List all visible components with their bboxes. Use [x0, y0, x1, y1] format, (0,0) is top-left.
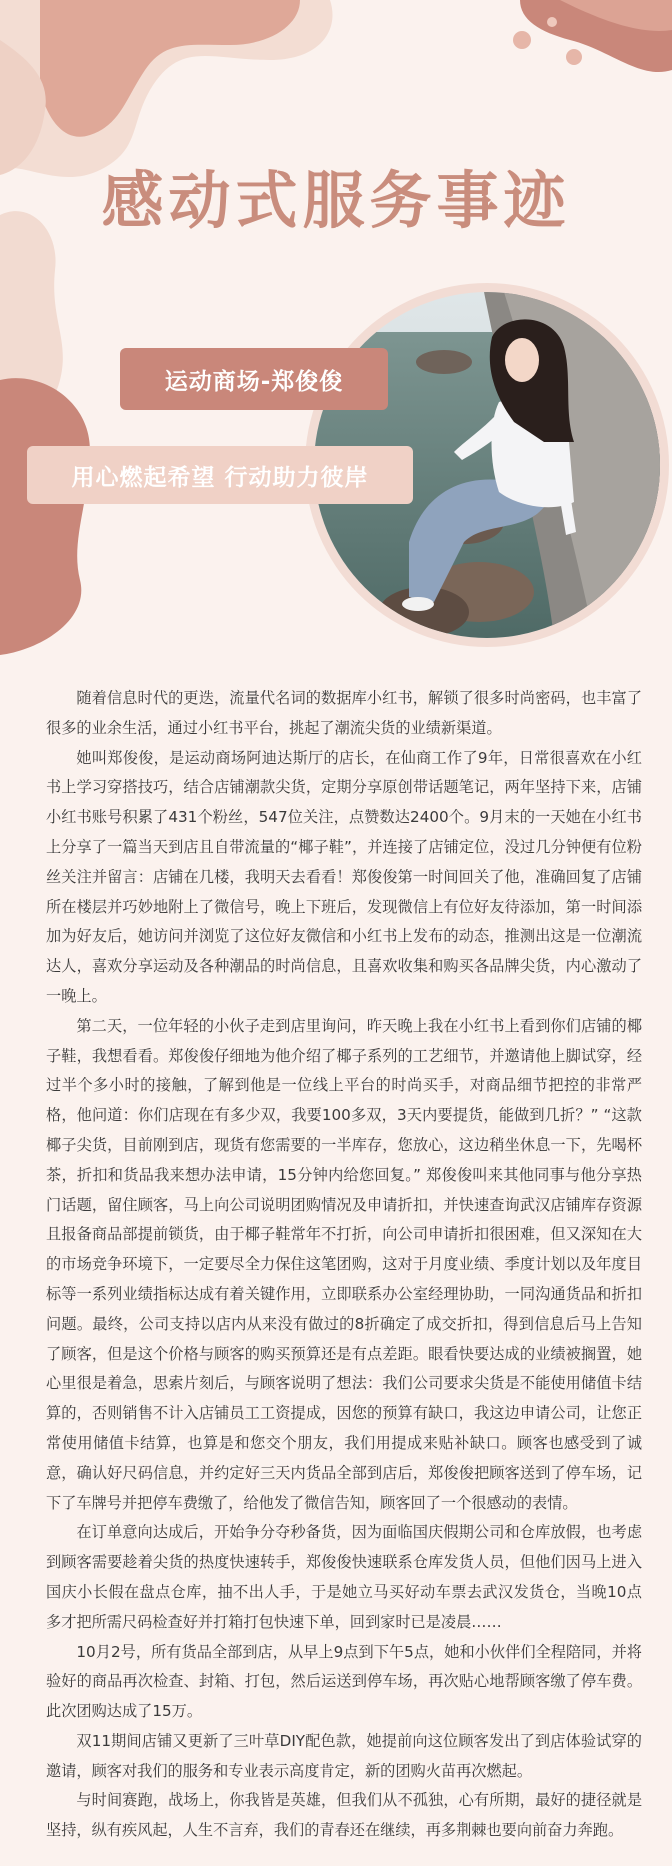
paragraph: 她叫郑俊俊，是运动商场阿迪达斯厅的店长，在仙商工作了9年，日常很喜欢在小红书上学习穿搭技巧，结合店铺潮款尖货，定期分享原创带话题笔记，两年坚持下来，店铺小红书账号积累了431个粉丝，547位关注，点赞数达2400个。9月末的一天她在小红书上分享了一篇当天到店且自带流量的“椰子鞋”，并连接了店铺定位，没过几分钟便有位粉丝关注并留言：店铺在几楼，我明天去看看！郑俊俊第一时间回关了他，准确回复了店铺所在楼层并巧妙地附上了微信号，晚上下班后，发现微信上有位好友待添加，第一时间添加为好友后，她访问并浏览了这位好友微信和小红书上发布的动态，推测出这是一位潮流达人，喜欢分享运动及各种潮品的时尚信息，且喜欢收集和购买各品牌尖货，内心激动了一晚上。: [46, 748, 642, 1005]
paragraph: 第二天，一位年轻的小伙子走到店里询问，昨天晚上我在小红书上看到你们店铺的椰子鞋，我想看看。郑俊俊仔细地为他介绍了椰子系列的工艺细节，并邀请他上脚试穿，经过半个多小时的接触，了解到他是一位线上平台的时尚买手，对商品细节把控的非常严格，他问道：你们店现在有多少双，我要100多双，3天内要提货，能做到几折？” “这款椰子尖货，目前刚到店，现货有您需要的一半库存，您放心，这边稍坐休息一下，先喝杯茶，折扣和货品我来想办法申请，15分钟内给您回复。” 郑俊俊叫来其他同事与他分享热门话题，留住顾客，马上向公司说明团购情况及申请折扣，并快速查询武汉店铺库存资源且报备商品部提前锁货，由于椰子鞋常年不打折，向公司申请折扣很困难，但又深知在大的市场竞争环境下，一定要尽全力保住这笔团购，这对于月度业绩、季度计划以及年度目标等一系列业绩指标达成有着关键作用，立即联系办公室经理协助，一同沟通货品和折扣问题。最终，公司支持以店内从来没有做过的8折确定了成交折扣，得到信息后马上告知了顾客，但是这个价格与顾客的购买预算还是有点差距。眼看快要达成的业绩被搁置，她心里很是着急，思索片刻后，与顾客说明了想法：我们公司要求尖货是不能使用储值卡结算的，否则销售不计入店铺员工工资提成，因您的预算有缺口，我这边申请公司，让您正常使用储值卡结算，也算是和您交个朋友，我们用提成来贴补缺口。顾客也感受到了诚意，确认好尺码信息，并约定好三天内货品全部到店后，郑俊俊把顾客送到了停车场，记下了车牌号并把停车费缴了，给他发了微信告知，顾客回了一个很感动的表情。: [46, 1016, 642, 1512]
page-title: 感动式服务事迹: [101, 164, 571, 237]
shop-name-label: 运动商场-郑俊俊: [120, 348, 388, 410]
paragraph: 与时间赛跑，战场上，你我皆是英雄，但我们从不孤独，心有所期，最好的捷径就是坚持，纵有疾风起，人生不言弃，我们的青春还在继续，再多荆棘也要向前奋力奔跑。: [46, 1791, 642, 1840]
paragraph: 随着信息时代的更迭，流量代名词的数据库小红书，解锁了很多时尚密码，也丰富了很多的业余生活，通过小红书平台，挑起了潮流尖货的业绩新渠道。: [46, 689, 642, 737]
slogan-label: 用心燃起希望 行动助力彼岸: [27, 446, 413, 504]
paragraph: 在订单意向达成后，开始争分夺秒备货，因为面临国庆假期公司和仓库放假，也考虑到顾客需要趁着尖货的热度快速转手，郑俊俊快速联系仓库发货人员，但他们因马上进入国庆小长假在盘点仓库，抽不出人手，于是她立马买好动车票去武汉发货仓，当晚10点多才把所需尺码检查好并打箱打包快速下单，回到家时已是凌晨……: [46, 1523, 642, 1631]
header-banner: [0, 0, 672, 660]
paragraph: 双11期间店铺又更新了三叶草DIY配色款，她提前向这位顾客发出了到店体验试穿的邀请，顾客对我们的服务和专业表示高度肯定，新的团购火苗再次燃起。: [46, 1731, 642, 1780]
article-body: [46, 684, 642, 1846]
paragraph: 10月2号，所有货品全部到店，从早上9点到下午5点，她和小伙伴们全程陪同，并将验好的商品再次检查、封箱、打包，然后运送到停车场，再次贴心地帮顾客缴了停车费。此次团购达成了15万。: [46, 1642, 642, 1721]
